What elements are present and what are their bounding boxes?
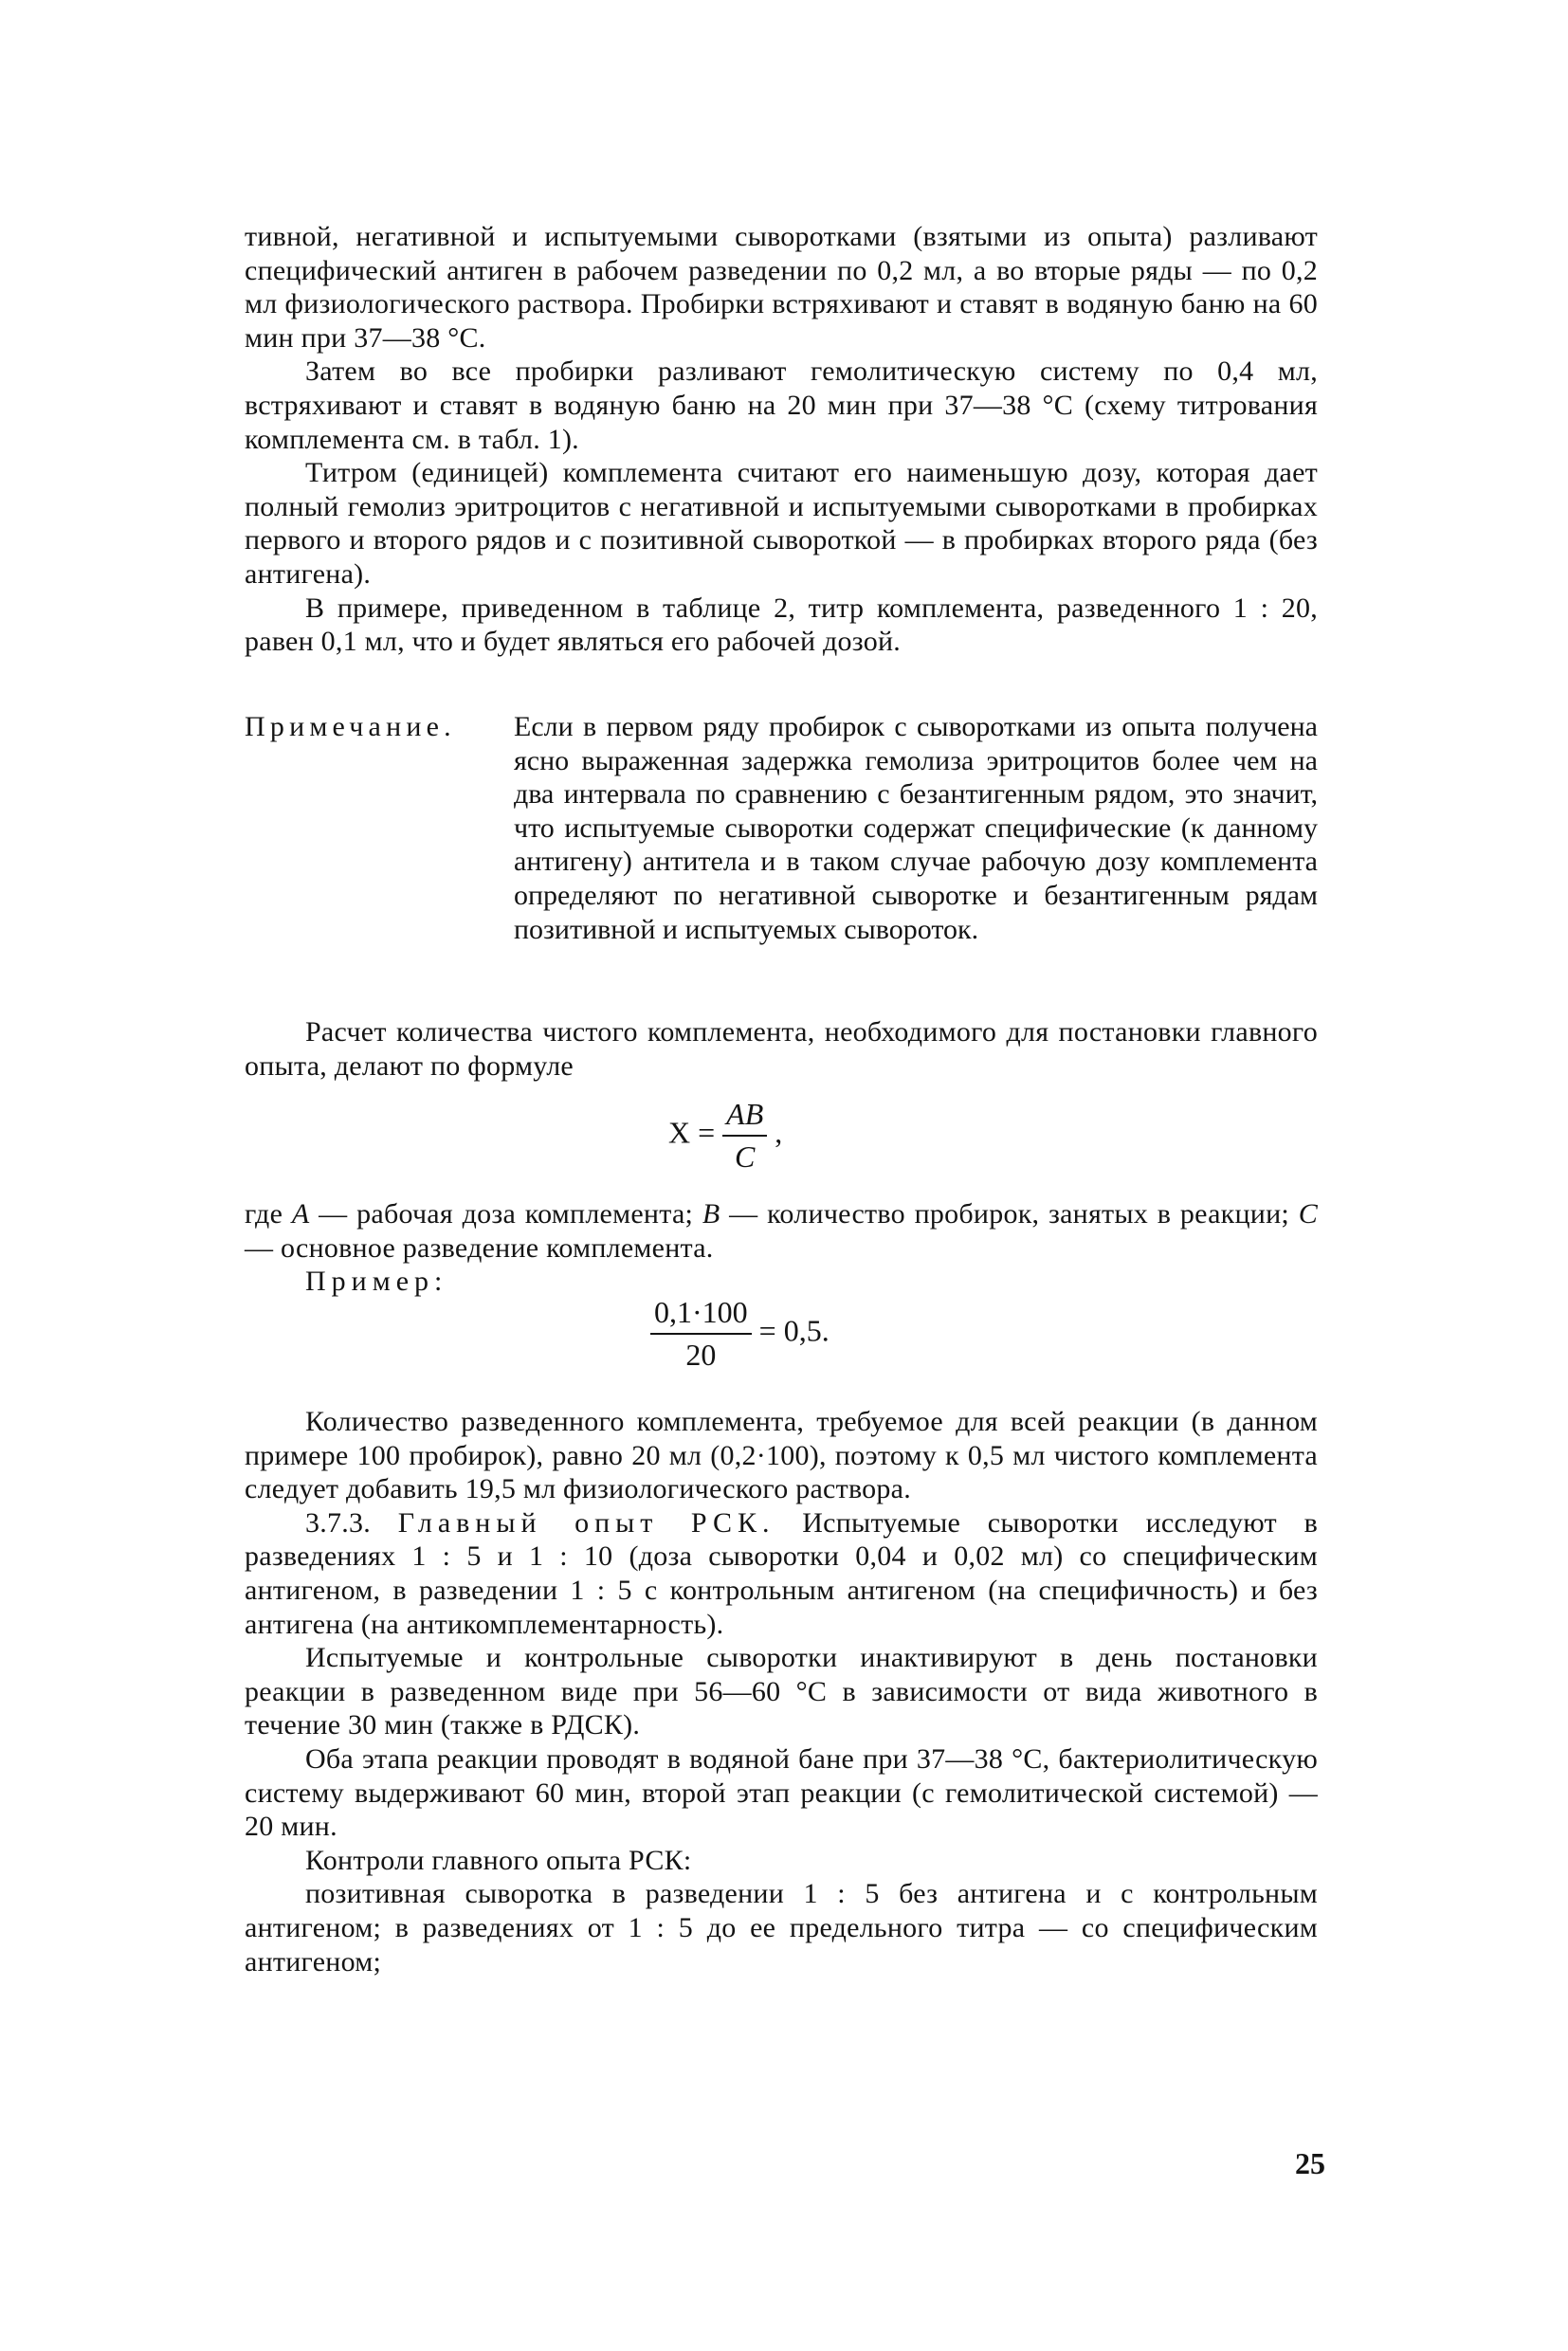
- formula-numerator: AB: [726, 1097, 764, 1131]
- paragraph: Затем во все пробирки разливают гемолитическую систему по 0,4 мл, встряхивают и ставят в водяную баню на 20 мин при 37—38 °С (схему титрования комплемента см. в табл. 1).: [245, 355, 1318, 455]
- var-c: C: [1298, 1198, 1318, 1230]
- formula-lhs: X =: [668, 1115, 716, 1150]
- var-a: A: [291, 1198, 310, 1230]
- paragraph: тивной, негативной и испытуемыми сыворотками (взятыми из опыта) разливают специфический антиген в рабочем разведении по 0,2 мл, а во вторые ряды — по 0,2 мл физиологического раствора. Пробирки встряхивают и ставят в водяную баню на 60 мин при 37—38 °С.: [245, 221, 1318, 354]
- formula-numerator: 0,1·100: [654, 1295, 748, 1329]
- formula-fraction: [650, 1295, 752, 1373]
- legend-word: где: [245, 1198, 283, 1230]
- legend-b: — количество пробирок, занятых в реакции;: [720, 1198, 1299, 1230]
- paragraph: Расчет количества чистого комплемента, необходимого для постановки главного опыта, делают по формуле: [245, 1016, 1318, 1082]
- formula-x: [668, 1097, 782, 1175]
- paragraph: Контроли главного опыта РСК:: [305, 1844, 692, 1876]
- note-text: Если в первом ряду пробирок с сыворотками из опыта получена ясно выраженная задержка гемолиза эритроцитов более чем на два интервала по сравнению с безантигенным рядом, это значит, что испытуемые сыворотки содержат специфические (к данному антигену) антитела и в таком случае рабочую дозу комплемента определяют по негативной сыворотке и безантигенным рядам позитивной и испытуемых сывороток.: [514, 711, 1318, 945]
- paragraph: [245, 1197, 1318, 1265]
- text-block-bottom: [245, 1405, 1318, 1978]
- text-block-top: [245, 220, 1318, 659]
- formula-tail: ,: [775, 1115, 783, 1150]
- text-block-formula-intro: [245, 1015, 1318, 1083]
- legend-a: — рабочая доза комплемента;: [309, 1198, 702, 1230]
- paragraph: В примере, приведенном в таблице 2, титр комплемента, разведенного 1 : 20, равен 0,1 мл, что и будет являться его рабочей дозой.: [245, 592, 1318, 658]
- text-block-legend: [245, 1197, 1318, 1299]
- example-label: Пример:: [305, 1266, 448, 1298]
- section-heading: Главный опыт РСК.: [397, 1506, 775, 1539]
- formula-fraction: [722, 1097, 767, 1175]
- section-text: Испытуемые сыворотки исследуют в разведениях 1 : 5 и 1 : 10 (доза сыворотки 0,04 и 0,02 мл) со специфическим антигеном, в разведении 1 : 5 с контрольным антигеном (на специфичность) и без антигена (на антикомплементарность).: [245, 1506, 1318, 1640]
- formula-denominator: C: [735, 1139, 756, 1174]
- formula-example: [650, 1295, 830, 1373]
- paragraph: позитивная сыворотка в разведении 1 : 5 без антигена и с контрольным антигеном; в разведениях от 1 : 5 до ее предельного титра — со специфическим антигеном;: [245, 1878, 1318, 1977]
- fraction-bar: [722, 1135, 767, 1137]
- paragraph: Оба этапа реакции проводят в водяной бане при 37—38 °С, бактериолитическую систему выдерживают 60 мин, второй этап реакции (с гемолитической системой) — 20 мин.: [245, 1742, 1318, 1843]
- formula-denominator: 20: [685, 1338, 717, 1372]
- section-number: 3.7.3.: [305, 1506, 371, 1539]
- paragraph: Количество разведенного комплемента, требуемое для всей реакции (в данном примере 100 пробирок), равно 20 мл (0,2·100), поэтому к 0,5 мл чистого комплемента следует добавить 19,5 мл физиологического раствора.: [245, 1406, 1318, 1505]
- formula-result: = 0,5.: [758, 1313, 830, 1348]
- paragraph: Титром (единицей) комплемента считают его наименьшую дозу, которая дает полный гемолиз эритроцитов с негативной и испытуемыми сыворотками в пробирках первого и второго рядов и с позитивной сывороткой — в пробирках второго ряда (без антигена).: [245, 457, 1318, 590]
- legend-c: — основное разведение комплемента.: [245, 1231, 714, 1264]
- paragraph: Испытуемые и контрольные сыворотки инактивируют в день постановки реакции в разведенном виде при 56—60 °С в зависимости от вида животного в течение 30 мин (также в РДСК).: [245, 1642, 1318, 1741]
- note-label: Примечание.: [245, 711, 456, 742]
- fraction-bar: [650, 1333, 752, 1335]
- var-b: B: [702, 1198, 720, 1230]
- page-number: 25: [1295, 2146, 1325, 2180]
- paragraph: [245, 1506, 1318, 1641]
